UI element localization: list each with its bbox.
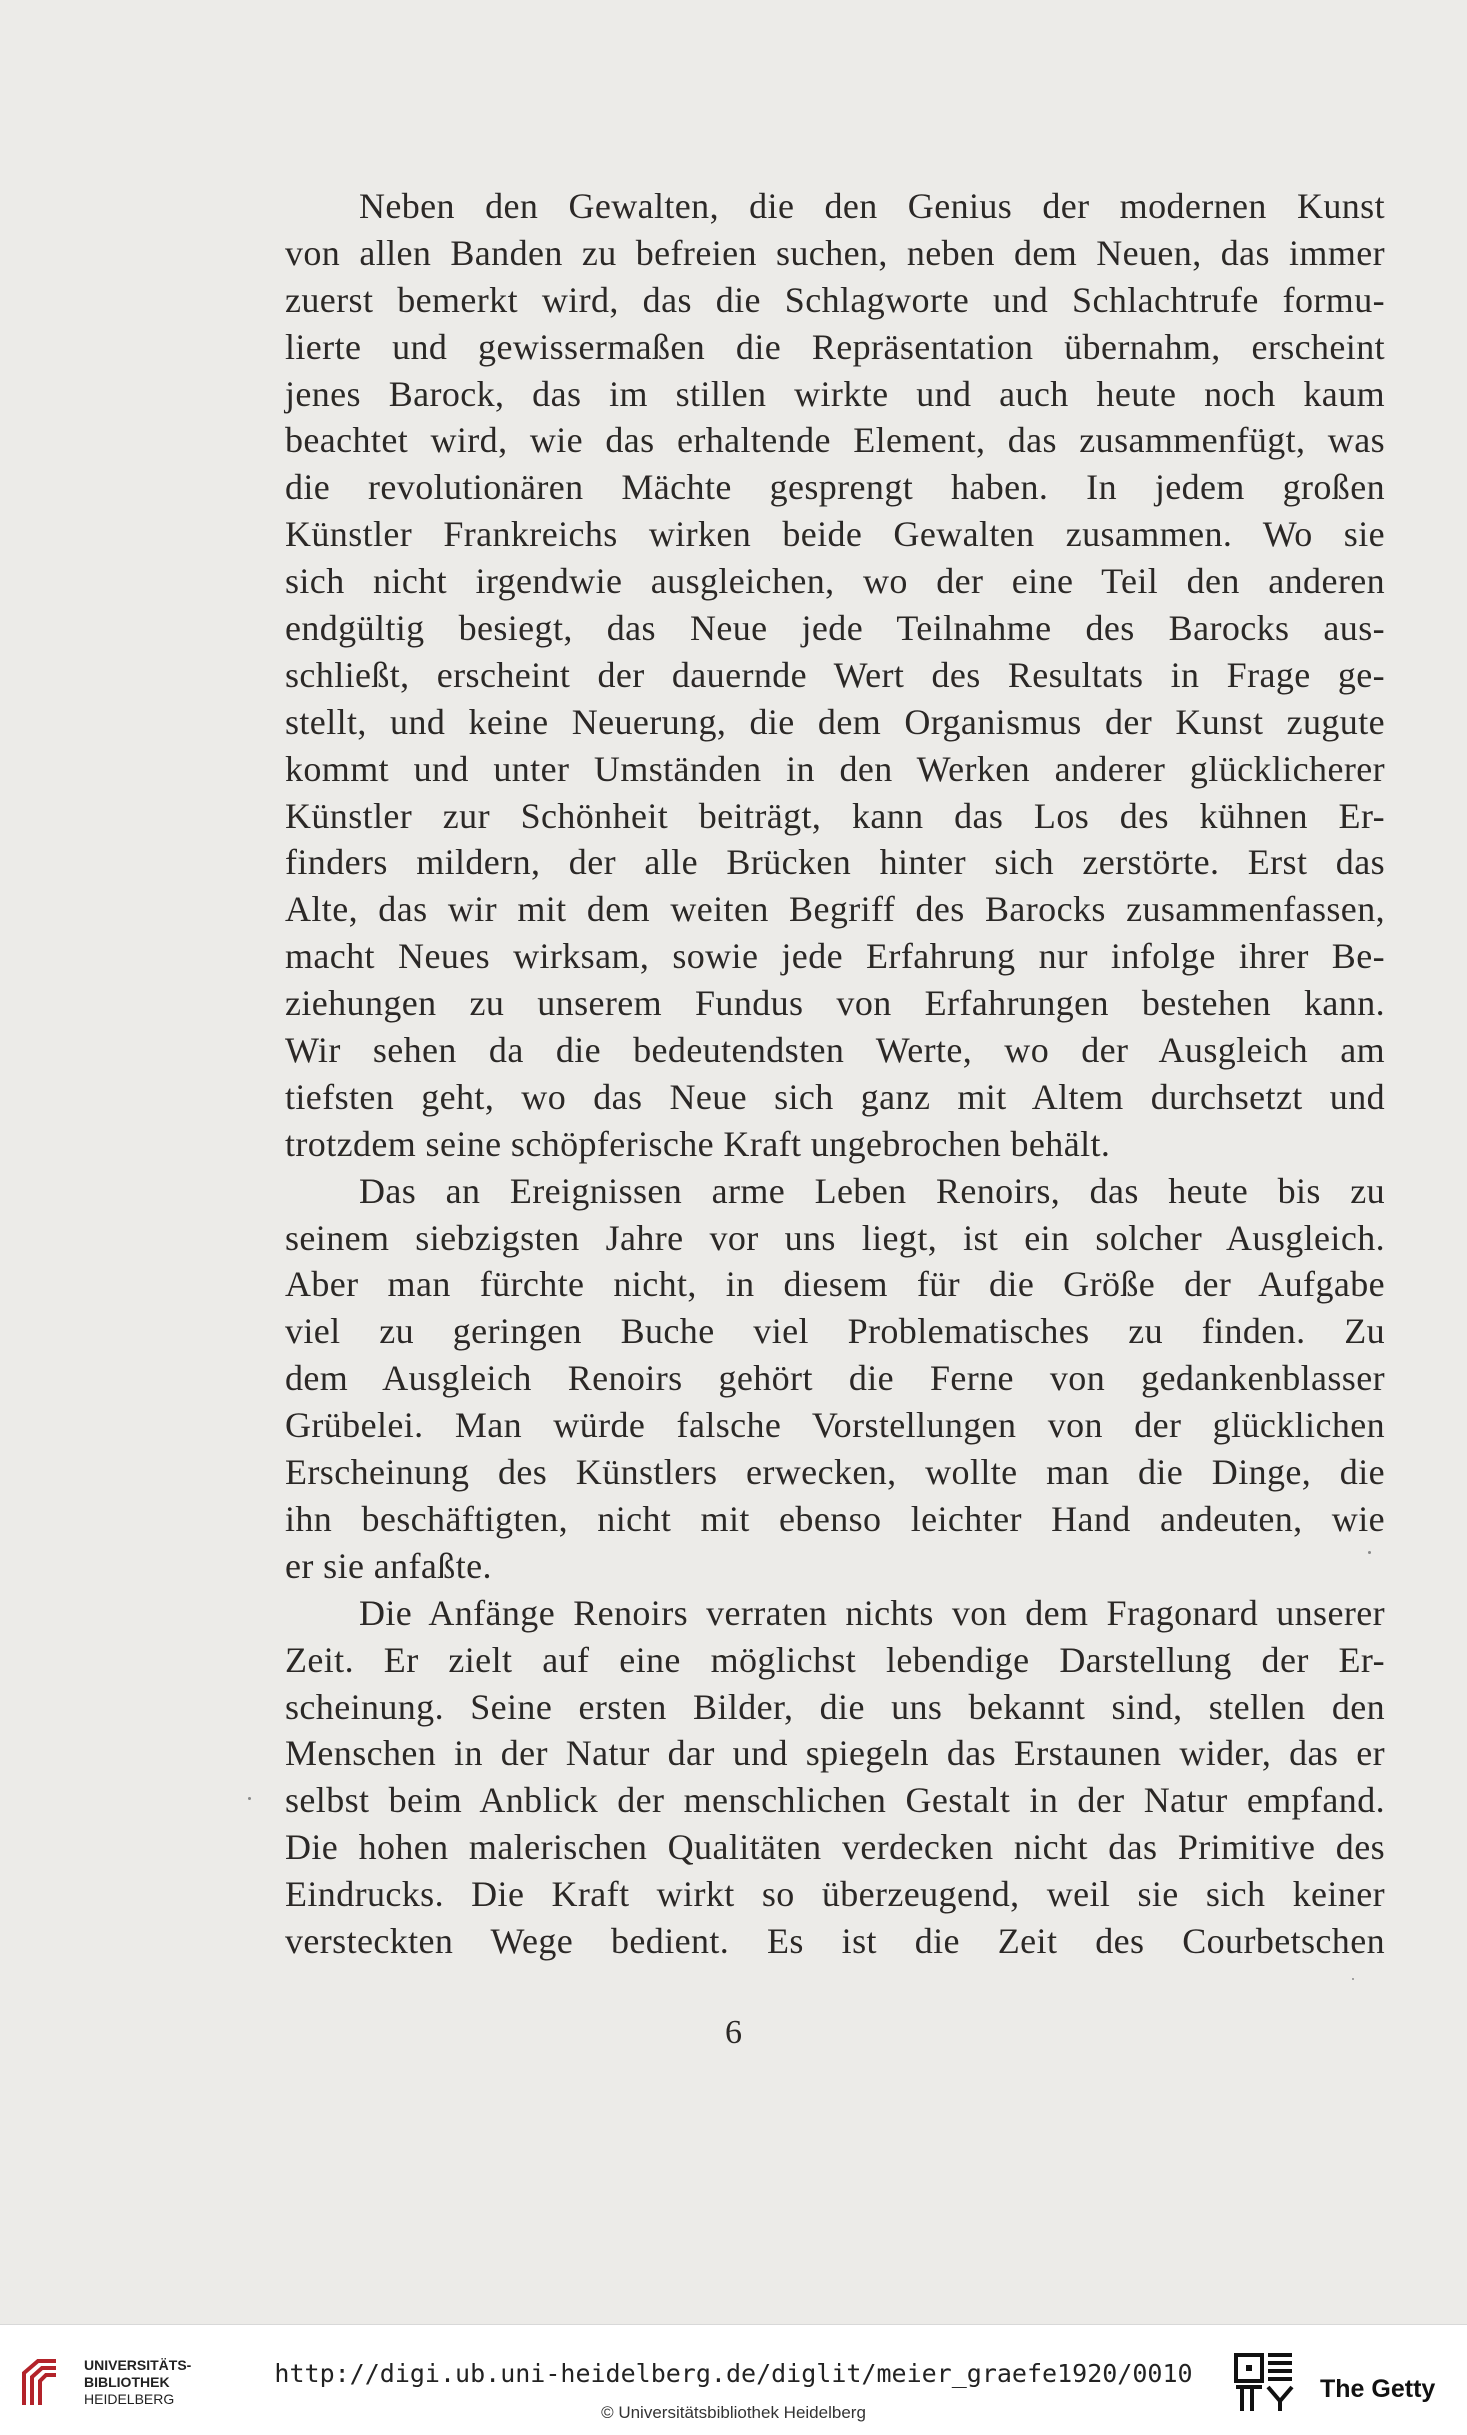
text-line: seinem siebzigsten Jahre vor uns liegt, ist ein solcher Ausgleich.	[285, 1217, 1385, 1258]
text-line: Die Anfänge Renoirs verraten nichts von dem Fragonard unserer	[359, 1592, 1385, 1633]
text-line: schließt, erscheint der dauernde Wert des Resultats in Frage ge-	[285, 654, 1385, 695]
partner-name: The Getty	[1320, 2375, 1436, 2403]
text-line: selbst beim Anblick der menschlichen Gestalt in der Natur empfand.	[285, 1780, 1385, 1821]
text-line: die revolutionären Mächte gesprengt haben. In jedem großen	[285, 467, 1385, 508]
text-line: Alte, das wir mit dem weiten Begriff des Barocks zusammenfassen,	[285, 889, 1385, 930]
text-line: Das an Ereignissen arme Leben Renoirs, das heute bis zu	[359, 1170, 1385, 1211]
text-line: er sie anfaßte.	[285, 1545, 492, 1586]
text-line: stellt, und keine Neuerung, die dem Organismus der Kunst zugute	[285, 701, 1385, 742]
library-name-line: UNIVERSITÄTS-	[84, 2357, 192, 2373]
paper-speck	[1352, 1978, 1354, 1980]
text-line: viel zu geringen Buche viel Problematisches zu finden. Zu	[285, 1311, 1385, 1352]
library-name-line: BIBLIOTHEK	[84, 2374, 170, 2390]
text-line: ihn beschäftigten, nicht mit ebenso leichter Hand andeuten, wie	[285, 1498, 1385, 1539]
text-line: finders mildern, der alle Brücken hinter sich zerstörte. Erst das	[285, 842, 1385, 883]
text-line: lierte und gewissermaßen die Repräsentation übernahm, erscheint	[285, 326, 1385, 367]
footer-bar	[0, 2324, 1467, 2435]
text-line: trotzdem seine schöpferische Kraft ungebrochen behält.	[285, 1123, 1111, 1164]
text-line: sich nicht irgendwie ausgleichen, wo der eine Teil den anderen	[285, 561, 1385, 602]
text-line: beachtet wird, wie das erhaltende Element, das zusammenfügt, was	[285, 420, 1385, 461]
library-name-line: HEIDELBERG	[84, 2391, 175, 2407]
text-line: von allen Banden zu befreien suchen, neben dem Neuen, das immer	[285, 232, 1385, 273]
text-line: macht Neues wirksam, sowie jede Erfahrung nur infolge ihrer Be-	[285, 936, 1385, 977]
body-text	[285, 183, 1385, 1965]
text-line: versteckten Wege bedient. Es ist die Zeit des Courbetschen	[285, 1920, 1385, 1961]
text-line: tiefsten geht, wo das Neue sich ganz mit Altem durchsetzt und	[285, 1076, 1385, 1117]
text-line: Menschen in der Natur dar und spiegeln das Erstaunen wider, das er	[285, 1733, 1385, 1774]
text-line: scheinung. Seine ersten Bilder, die uns bekannt sind, stellen den	[285, 1686, 1385, 1727]
text-line: Die hohen malerischen Qualitäten verdecken nicht das Primitive des	[285, 1827, 1385, 1868]
text-line: Aber man fürchte nicht, in diesem für die Größe der Aufgabe	[285, 1264, 1385, 1305]
getty-logo-icon	[1232, 2351, 1296, 2415]
permalink-url[interactable]: http://digi.ub.uni-heidelberg.de/diglit/meier_graefe1920/0010	[274, 2359, 1193, 2388]
page-number: 6	[725, 2014, 742, 2051]
text-line: Eindrucks. Die Kraft wirkt so überzeugend, weil sie sich keiner	[285, 1874, 1385, 1915]
text-line: Zeit. Er zielt auf eine möglichst lebendige Darstellung der Er-	[285, 1639, 1385, 1680]
text-line: Neben den Gewalten, die den Genius der modernen Kunst	[359, 186, 1385, 226]
text-line: endgültig besiegt, das Neue jede Teilnahme des Barocks aus-	[285, 608, 1385, 649]
paper-speck	[248, 1797, 251, 1800]
text-line: zuerst bemerkt wird, das die Schlagworte und Schlachtrufe formu-	[285, 279, 1385, 320]
text-line: kommt und unter Umständen in den Werken anderer glücklicherer	[285, 748, 1385, 789]
text-line: ziehungen zu unserem Fundus von Erfahrungen bestehen kann.	[285, 983, 1385, 1024]
text-line: jenes Barock, das im stillen wirkte und auch heute noch kaum	[285, 373, 1385, 414]
text-line: Wir sehen da die bedeutendsten Werte, wo der Ausgleich am	[285, 1030, 1385, 1071]
copyright-notice: © Universitätsbibliothek Heidelberg	[601, 2403, 866, 2422]
paper-speck	[1368, 1551, 1371, 1554]
text-line: Künstler Frankreichs wirken beide Gewalten zusammen. Wo sie	[285, 514, 1385, 555]
text-line: Künstler zur Schönheit beiträgt, kann das Los des kühnen Er-	[285, 795, 1385, 836]
text-line: dem Ausgleich Renoirs gehört die Ferne von gedankenblasser	[285, 1358, 1385, 1399]
text-line: Grübelei. Man würde falsche Vorstellungen von der glücklichen	[285, 1405, 1385, 1446]
text-line: Erscheinung des Künstlers erwecken, wollte man die Dinge, die	[285, 1452, 1385, 1493]
